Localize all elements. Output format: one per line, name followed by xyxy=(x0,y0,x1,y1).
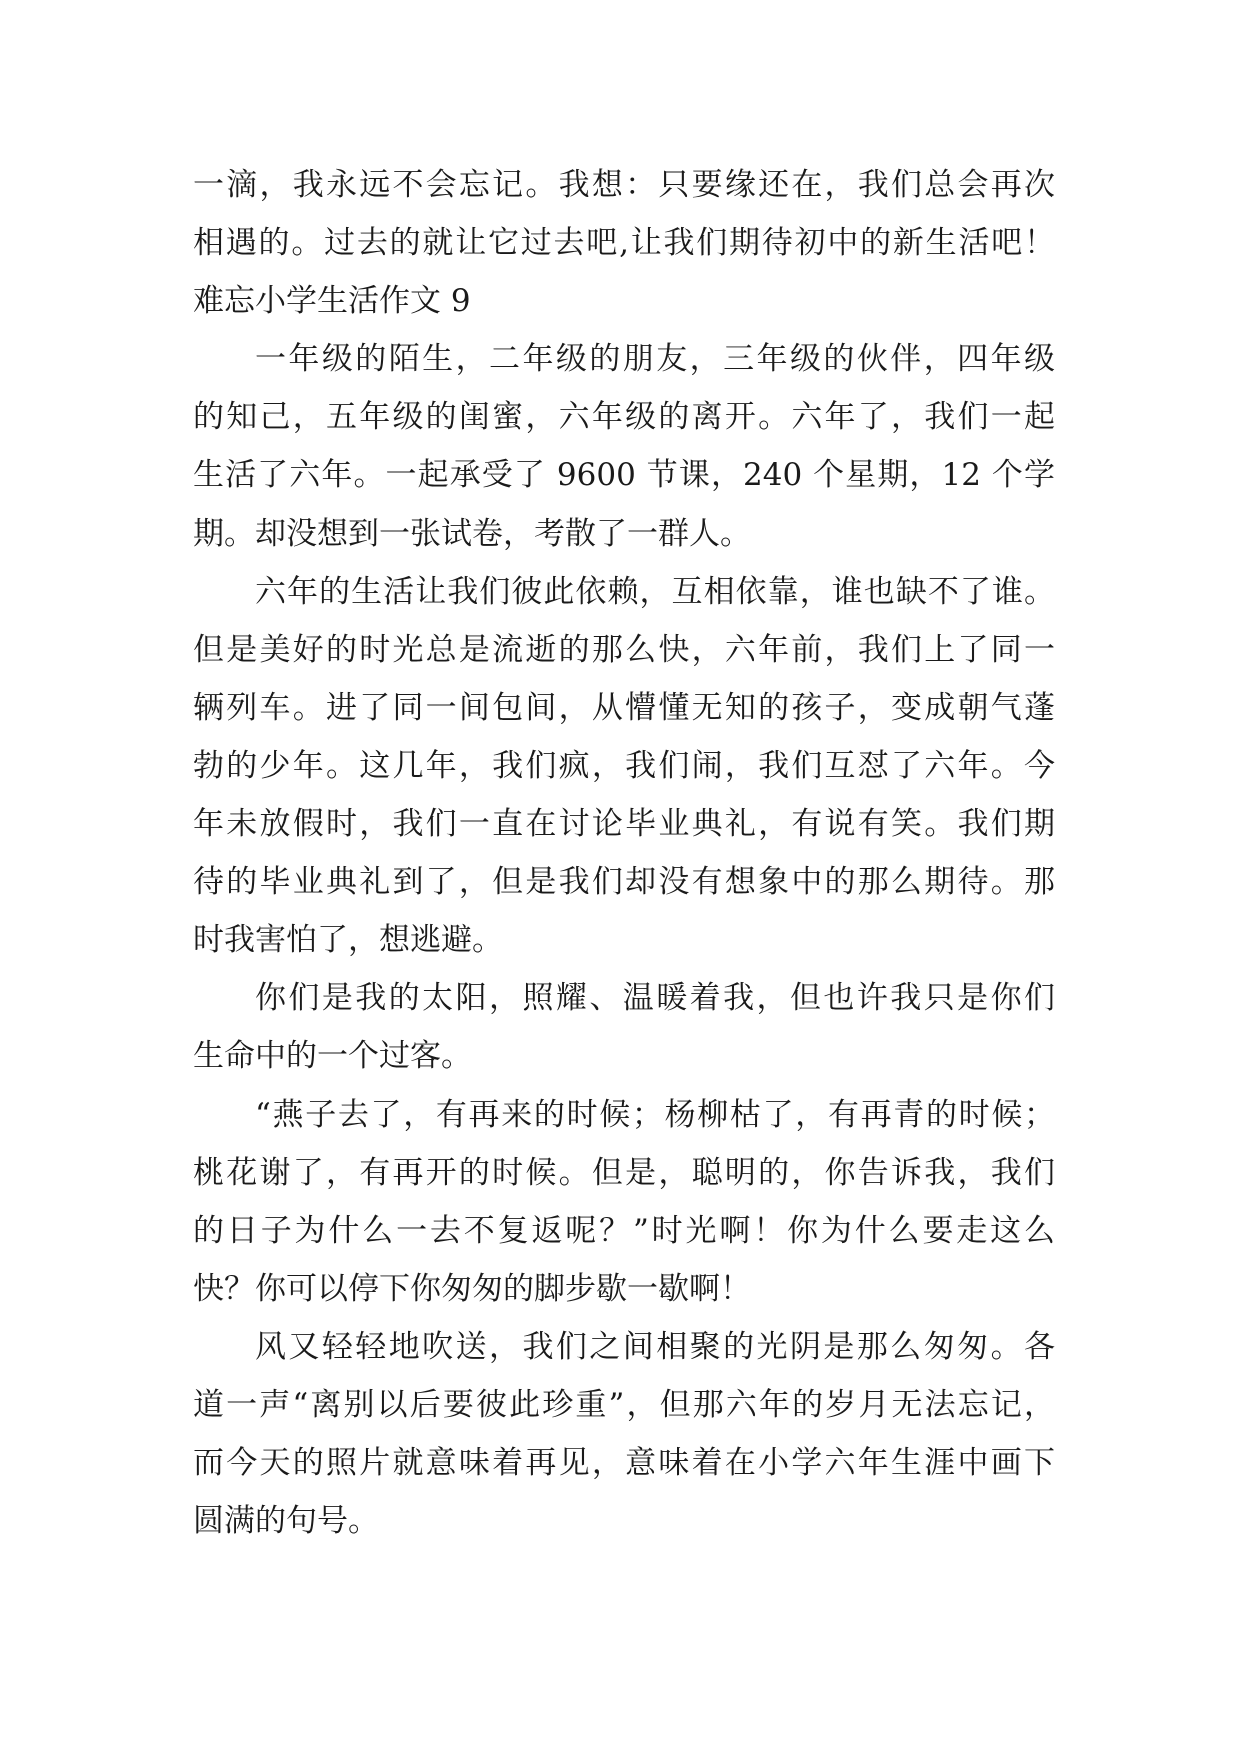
text-line: 桃花谢了，有再开的时候。但是，聪明的，你告诉我，我们 xyxy=(193,1154,1055,1191)
text-line: 圆满的句号。 xyxy=(193,1503,379,1540)
text-line: 一年级的陌生，二年级的朋友，三年级的伙伴，四年级 xyxy=(255,341,1055,378)
document-body xyxy=(193,156,1055,1550)
text-line: 而今天的照片就意味着再见，意味着在小学六年生涯中画下 xyxy=(193,1445,1055,1482)
text-line: 年未放假时，我们一直在讨论毕业典礼，有说有笑。我们期 xyxy=(193,806,1055,843)
paragraph xyxy=(193,563,1055,970)
text-line: 一滴，我永远不会忘记。我想：只要缘还在，我们总会再次 xyxy=(193,167,1055,203)
continuation-paragraph xyxy=(193,156,1055,272)
text-line: 的日子为什么一去不复返呢？”时光啊！你为什么要走这么 xyxy=(193,1212,1055,1249)
essay-heading xyxy=(193,272,1055,330)
paragraph xyxy=(193,1086,1055,1318)
paragraph xyxy=(193,1318,1055,1550)
text-line: “燕子去了，有再来的时候；杨柳枯了，有再青的时候； xyxy=(255,1096,1055,1133)
text-line: 时我害怕了，想逃避。 xyxy=(193,922,503,959)
text-line: 风又轻轻地吹送，我们之间相聚的光阴是那么匆匆。各 xyxy=(255,1328,1055,1365)
text-line: 你们是我的太阳，照耀、温暖着我，但也许我只是你们 xyxy=(255,980,1055,1017)
text-line: 勃的少年。这几年，我们疯，我们闹，我们互怼了六年。今 xyxy=(193,747,1055,784)
text-line: 生活了六年。一起承受了 9600 节课，240 个星期，12 个学 xyxy=(193,457,1055,494)
heading-text: 难忘小学生活作文 9 xyxy=(193,283,471,320)
text-line: 道一声“离别以后要彼此珍重”，但那六年的岁月无法忘记， xyxy=(193,1386,1055,1423)
text-line: 但是美好的时光总是流逝的那么快，六年前，我们上了同一 xyxy=(193,631,1055,668)
paragraph xyxy=(193,969,1055,1085)
text-line: 生命中的一个过客。 xyxy=(193,1038,472,1075)
text-line: 待的毕业典礼到了，但是我们却没有想象中的那么期待。那 xyxy=(193,864,1055,901)
text-line: 辆列车。进了同一间包间，从懵懂无知的孩子，变成朝气蓬 xyxy=(193,689,1055,726)
text-line: 快？你可以停下你匆匆的脚步歇一歇啊！ xyxy=(193,1270,751,1307)
text-line: 相遇的。过去的就让它过去吧,让我们期待初中的新生活吧！ xyxy=(193,225,1055,262)
paragraph xyxy=(193,330,1055,562)
text-line: 的知己，五年级的闺蜜，六年级的离开。六年了，我们一起 xyxy=(193,399,1055,436)
text-line: 期。却没想到一张试卷，考散了一群人。 xyxy=(193,515,751,552)
text-line: 六年的生活让我们彼此依赖，互相依靠，谁也缺不了谁。 xyxy=(255,573,1055,610)
